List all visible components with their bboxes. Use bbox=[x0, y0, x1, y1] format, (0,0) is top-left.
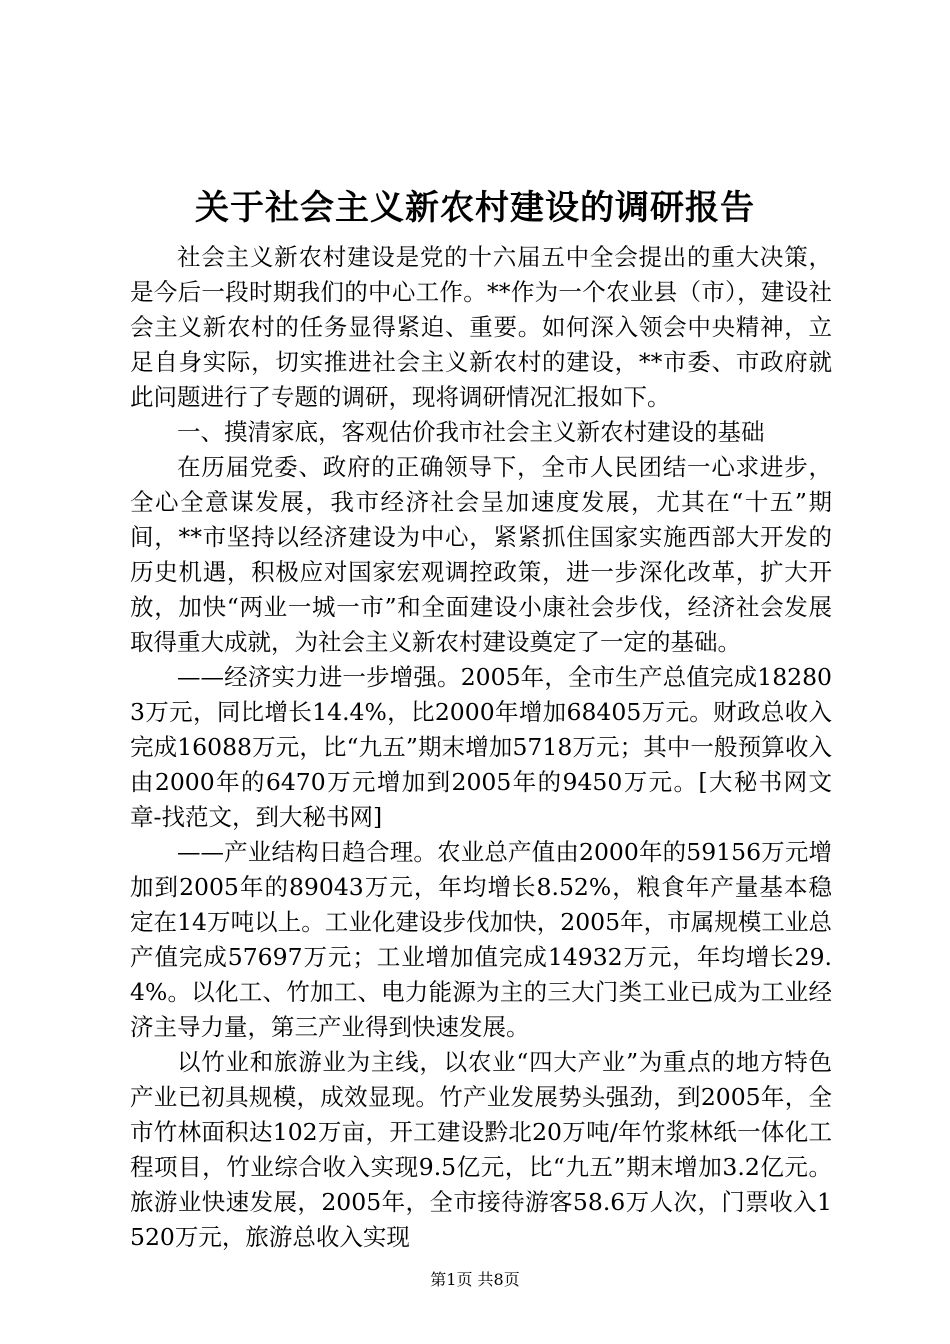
page-footer: 第1页 共8页 bbox=[430, 1270, 520, 1289]
paragraph-intro: 社会主义新农村建设是党的十六届五中全会提出的重大决策，是今后一段时期我们的中心工作。**作为一个农业县（市），建设社会主义新农村的任务显得紧迫、重要。如何深入领会中央精神，立足自身实际，切实推进社会主义新农村的建设，**市委、市政府就此问题进行了专题的调研，现将调研情况汇报如下。 bbox=[130, 243, 832, 411]
document-body bbox=[130, 240, 832, 1255]
section-heading: 一、摸清家底，客观估价我市社会主义新农村建设的基础 bbox=[177, 418, 765, 446]
paragraph: ——产业结构日趋合理。农业总产值由2000年的59156万元增加到2005年的89043万元，年均增长8.52%，粮食年产量基本稳定在14万吨以上。工业化建设步伐加快，2005年，市属规模工业总产值完成57697万元；工业增加值完成14932万元，年均增长29.4%。以化工、竹加工、电力能源为主的三大门类工业已成为工业经济主导力量，第三产业得到快速发展。 bbox=[130, 838, 832, 1041]
paragraph: ——经济实力进一步增强。2005年，全市生产总值完成182803万元，同比增长14.4%，比2000年增加68405万元。财政总收入完成16088万元，比“九五”期末增加5718万元；其中一般预算收入由2000年的6470万元增加到2005年的9450万元。[大秘书网文章-找范文，到大秘书网] bbox=[130, 663, 832, 831]
paragraph: 在历届党委、政府的正确领导下，全市人民团结一心求进步，全心全意谋发展，我市经济社会呈加速度发展，尤其在“十五”期间，**市坚持以经济建设为中心，紧紧抓住国家实施西部大开发的历史机遇，积极应对国家宏观调控政策，进一步深化改革，扩大开放，加快“两业一城一市”和全面建设小康社会步伐，经济社会发展取得重大成就，为社会主义新农村建设奠定了一定的基础。 bbox=[130, 453, 832, 656]
paragraph: 以竹业和旅游业为主线，以农业“四大产业”为重点的地方特色产业已初具规模，成效显现。竹产业发展势头强劲，到2005年，全市竹林面积达102万亩，开工建设黔北20万吨/年竹浆林纸一体化工程项目，竹业综合收入实现9.5亿元，比“九五”期末增加3.2亿元。旅游业快速发展，2005年，全市接待游客58.6万人次，门票收入1520万元，旅游总收入实现 bbox=[130, 1048, 832, 1251]
document-title: 关于社会主义新农村建设的调研报告 bbox=[195, 188, 755, 228]
